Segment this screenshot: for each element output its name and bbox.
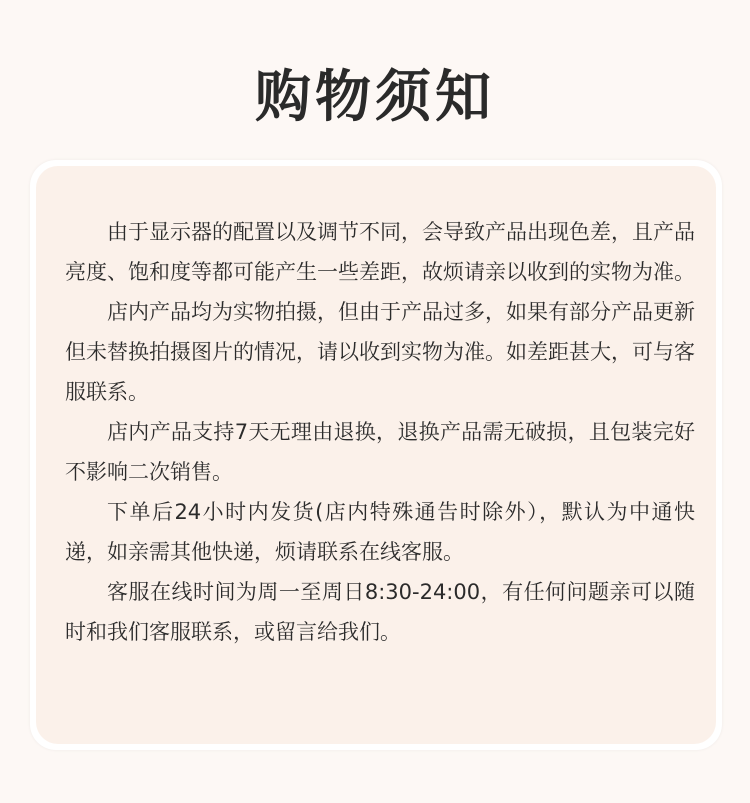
notice-shipping: 下单后24小时内发货(店内特殊通告时除外），默认为中通快递，如亲需其他快递，烦请联系在线客服。 [65,500,695,564]
page-title: 购物须知 [255,65,495,130]
notice-service-hours: 客服在线时间为周一至周日8:30-24:00，有任何问题亲可以随时和我们客服联系，或留言给我们。 [65,580,695,644]
notice-list [65,212,695,652]
notice-card-body [36,166,716,744]
notice-photo-accuracy: 店内产品均为实物拍摄，但由于产品过多，如果有部分产品更新但未替换拍摄图片的情况，请以收到实物为准。如差距甚大，可与客服联系。 [65,300,695,404]
notice-return-policy: 店内产品支持7天无理由退换，退换产品需无破损，且包装完好不影响二次销售。 [65,420,695,484]
notice-card [30,160,722,750]
notice-color-difference: 由于显示器的配置以及调节不同，会导致产品出现色差，且产品亮度、饱和度等都可能产生一些差距，故烦请亲以收到的实物为准。 [65,220,695,284]
